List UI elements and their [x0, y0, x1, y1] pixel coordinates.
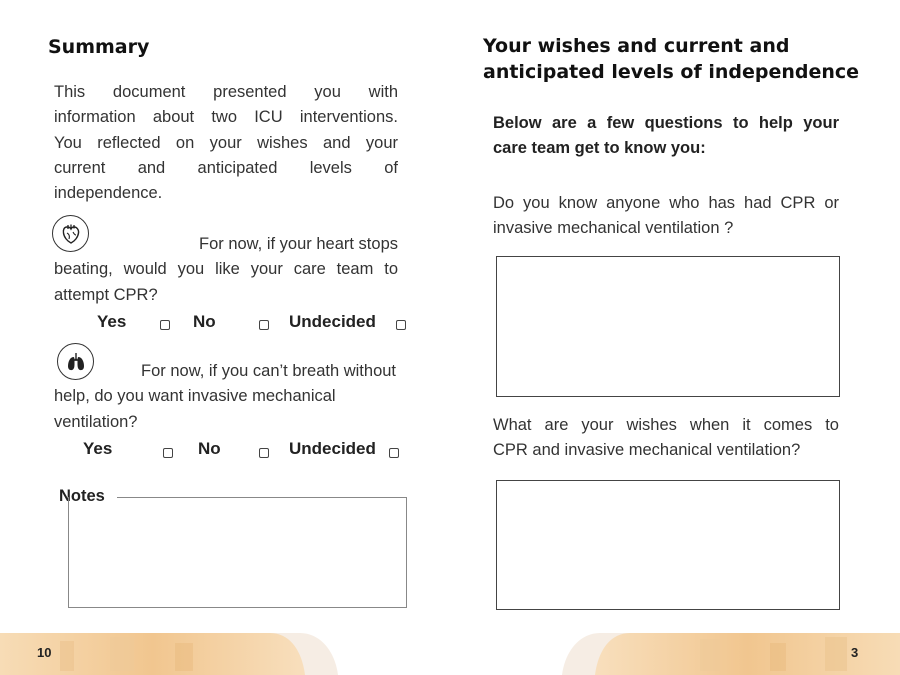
cpr-question-line: beating, would you like your care team to [54, 260, 398, 279]
wishes-title [483, 33, 859, 85]
ventilation-yes-checkbox[interactable] [163, 448, 173, 458]
ventilation-undecided-label: Undecided [289, 439, 376, 458]
question-1-answer-box[interactable] [496, 256, 840, 397]
question-2-line: CPR and invasive mechanical ventilation? [493, 441, 801, 460]
wishes-intro-line: care team get to know you: [493, 139, 706, 157]
cpr-no-checkbox[interactable] [259, 320, 269, 330]
summary-intro-line: independence. [54, 184, 163, 203]
ventilation-no-label: No [198, 439, 221, 458]
left-page-number: 10 [37, 645, 52, 660]
question-2 [493, 413, 839, 464]
notes-label: Notes [59, 487, 105, 505]
wishes-intro [493, 111, 839, 161]
wishes-title-line: Your wishes and current and [483, 35, 790, 57]
cpr-question-line: For now, if your heart stops [198, 235, 398, 253]
ventilation-question-line: ventilation? [54, 412, 138, 431]
notes-box[interactable] [68, 497, 407, 608]
wishes-intro-line: Below are a few questions to help your [493, 114, 839, 132]
cpr-yes-label: Yes [97, 312, 127, 331]
right-footer-band [560, 633, 900, 675]
cpr-question [54, 232, 398, 308]
ventilation-question-line: help, do you want invasive mechanical [54, 387, 336, 406]
summary-intro-line: This document presented you with [54, 83, 398, 101]
cpr-undecided-checkbox[interactable] [396, 320, 406, 330]
summary-intro-line: You reflected on your wishes and your [54, 133, 398, 152]
ventilation-question [54, 359, 398, 435]
summary-intro-line: information about two ICU interventions. [54, 108, 398, 127]
summary-intro [54, 80, 398, 206]
question-1-line: invasive mechanical ventilation ? [493, 219, 734, 238]
ventilation-question-line: For now, if you can’t breath without [141, 362, 396, 380]
cpr-no-label: No [193, 312, 216, 331]
cpr-undecided-label: Undecided [289, 312, 376, 331]
wishes-title-line: anticipated levels of independence [483, 61, 860, 83]
ventilation-yes-label: Yes [83, 439, 113, 458]
cpr-yes-checkbox[interactable] [160, 320, 170, 330]
cpr-question-line: attempt CPR? [54, 285, 158, 304]
ventilation-undecided-checkbox[interactable] [389, 448, 399, 458]
question-2-line: What are your wishes when it comes to [493, 416, 839, 434]
right-page-number: 3 [851, 645, 859, 660]
summary-intro-line: current and anticipated levels of [54, 158, 398, 177]
summary-title: Summary [48, 36, 150, 58]
question-1-line: Do you know anyone who has had CPR or [493, 194, 839, 212]
ventilation-no-checkbox[interactable] [259, 448, 269, 458]
question-1 [493, 191, 839, 242]
question-2-answer-box[interactable] [496, 480, 840, 610]
